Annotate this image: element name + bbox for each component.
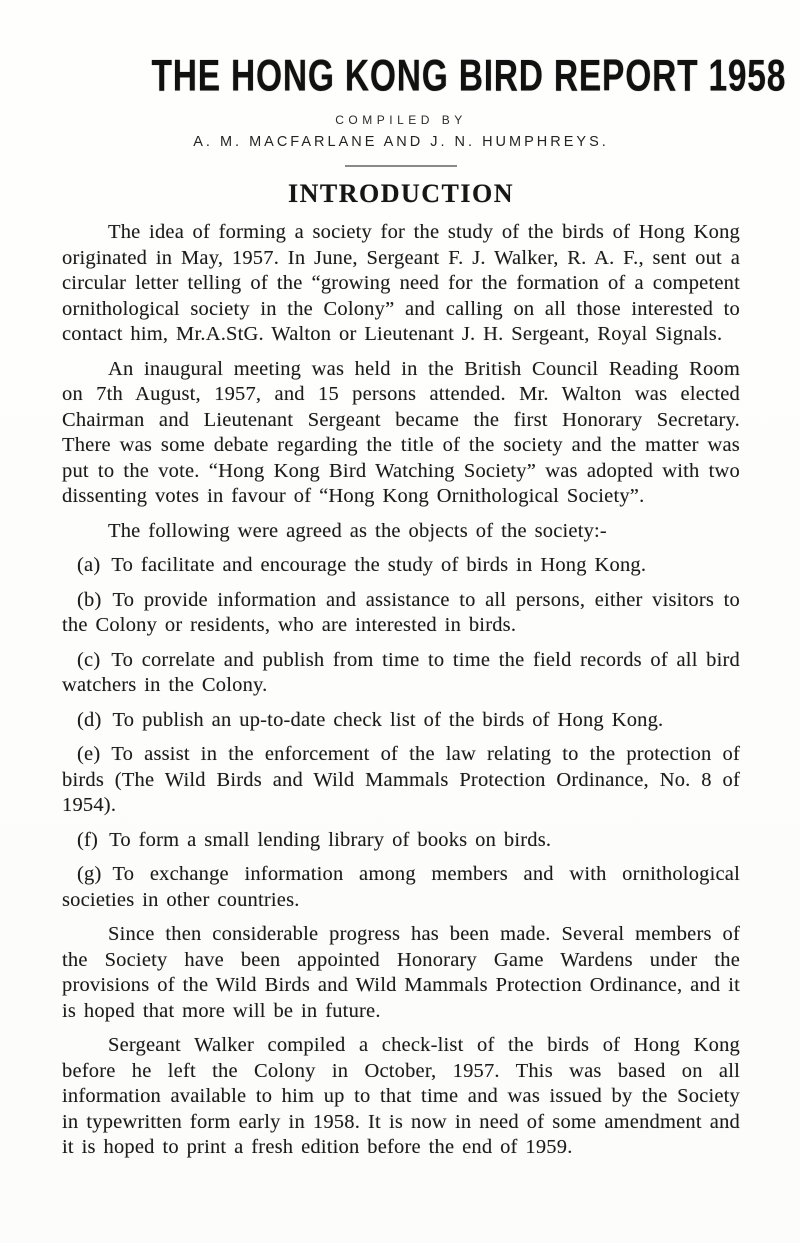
- paragraph-progress: Since then considerable progress has been made. Several members of the Society have been appointed Honorary Game Wardens under the provisions of the Wild Birds and Wild Mammals Protection Ordinance, and it is hoped that more will be in future.: [62, 923, 740, 1022]
- object-text-f: To form a small lending library of books on birds.: [109, 828, 552, 851]
- object-item-e: [62, 742, 740, 819]
- object-text-e: To assist in the enforcement of the law relating to the protection of birds (The Wild Birds and Wild Mammals Protection Ordinance, No. 8 of 1954).: [62, 743, 740, 816]
- divider-rule: [345, 165, 457, 167]
- object-label-a: (a): [77, 554, 101, 576]
- object-item-f: [62, 828, 740, 854]
- object-item-g: [62, 862, 740, 913]
- object-label-b: (b): [77, 588, 102, 611]
- object-label-e: (e): [77, 743, 101, 765]
- object-item-d: [62, 708, 740, 734]
- object-label-c: (c): [77, 648, 101, 671]
- object-item-c: [62, 648, 740, 699]
- paragraph-inaugural-meeting: An inaugural meeting was held in the British Council Reading Room on 7th August, 1957, and 15 persons attended. Mr. Walton was elected Chairman and Lieutenant Sergeant became the first Honorary Secretary. There was some debate regarding the title of the society and the matter was put to the vote. “Hong Kong Bird Watching Society” was adopted with two dissenting votes in favour of “Hong Kong Ornithological Society”.: [62, 357, 740, 507]
- paragraph-checklist: Sergeant Walker compiled a check-list of the birds of Hong Kong before he left the Colony in October, 1957. This was based on all information available to him up to that time and was issued by the Society in typewritten form early in 1958. It is now in need of some amendment and it is hoped to print a fresh edition before the end of 1959.: [62, 1034, 740, 1158]
- object-text-a: To facilitate and encourage the study of birds in Hong Kong.: [111, 554, 647, 576]
- report-masthead: [62, 50, 787, 167]
- object-label-f: (f): [77, 828, 99, 851]
- object-item-a: [62, 553, 740, 579]
- object-label-g: (g): [77, 863, 102, 885]
- object-text-c: To correlate and publish from time to time the field records of all bird watchers in the Colony.: [62, 648, 740, 696]
- object-label-d: (d): [77, 708, 102, 731]
- report-title-row: [62, 50, 787, 101]
- object-text-d: To publish an up-to-date check list of the birds of Hong Kong.: [112, 708, 664, 731]
- authors-line: A. M. MACFARLANE AND J. N. HUMPHREYS.: [193, 134, 609, 150]
- report-title: THE HONG KONG BIRD REPORT 1958: [151, 50, 787, 101]
- object-item-b: [62, 588, 740, 639]
- object-text-g: To exchange information among members and with ornithological societies in other countries.: [62, 863, 740, 911]
- paragraph-society-idea: The idea of forming a society for the study of the birds of Hong Kong originated in May, 1957. In June, Sergeant F. J. Walker, R. A. F., sent out a circular letter telling of the “growing need for the formation of a competent ornithological society in the Colony” and calling on all those interested to contact him, Mr.A.StG. Walton or Lieutenant J. H. Sergeant, Royal Signals.: [62, 221, 740, 345]
- introduction-body: [62, 220, 740, 1161]
- object-text-b: To provide information and assistance to all persons, either visitors to the Colony or residents, who are interested in birds.: [62, 588, 740, 636]
- section-heading-introduction: INTRODUCTION: [287, 179, 515, 208]
- compiled-by-label: COMPILED BY: [335, 113, 467, 127]
- objects-intro-line: The following were agreed as the objects of the society:-: [108, 519, 607, 542]
